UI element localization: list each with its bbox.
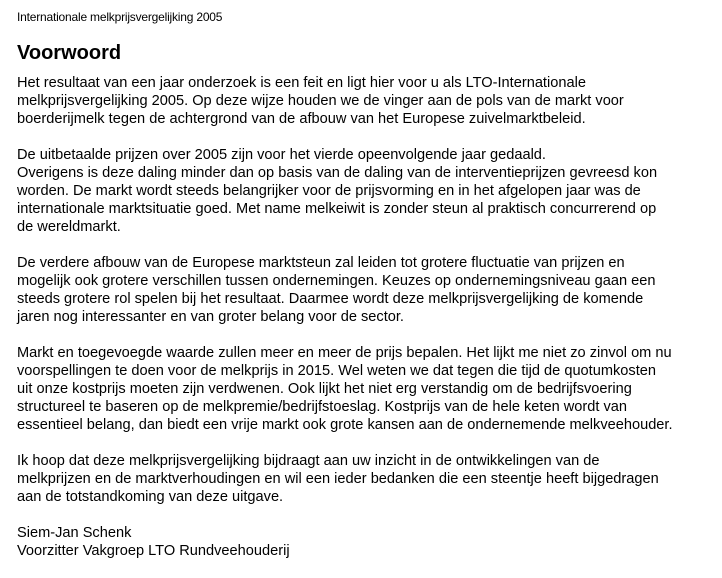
signature-name: Siem-Jan Schenk (17, 525, 132, 541)
signature-block (17, 524, 717, 560)
text-line: melkprijzen en de marktverhoudingen en wil een ieder bedanken die een steentje heeft bijgedragen (17, 471, 659, 487)
text-line: essentieel belang, dan biedt een vrije markt ook grote kansen aan de ondernemende melkveehouder. (17, 417, 673, 433)
paragraph-3 (17, 254, 717, 326)
text-line: aan de totstandkoming van deze uitgave. (17, 489, 284, 505)
document-body (17, 74, 717, 578)
text-line: jaren nog interessanter en van groter belang voor de sector. (17, 309, 404, 325)
text-line: structureel te baseren op de melkpremie/bedrijfstoeslag. Kostprijs van de hele keten wordt van (17, 399, 628, 415)
text-line: Ik hoop dat deze melkprijsvergelijking bijdraagt aan uw inzicht in de ontwikkelingen van de (17, 453, 600, 469)
paragraph-1 (17, 74, 717, 128)
text-line: internationale marktsituatie goed. Met name melkeiwit is zonder steun al praktisch concurrerend op (17, 201, 657, 217)
text-line: Markt en toegevoegde waarde zullen meer en meer de prijs bepalen. Het lijkt me niet zo zinvol om nu (17, 345, 672, 361)
running-header: Internationale melkprijsvergelijking 2005 (17, 10, 223, 24)
text-line: worden. De markt wordt steeds belangrijker voor de prijsvorming en in het afgelopen jaar was de (17, 183, 641, 199)
text-line: De verdere afbouw van de Europese marktsteun zal leiden tot grotere fluctuatie van prijzen en (17, 255, 625, 271)
text-line: mogelijk ook grotere verschillen tussen ondernemingen. Keuzes op ondernemingsniveau gaan een (17, 273, 656, 289)
signature-role: Voorzitter Vakgroep LTO Rundveehouderij (17, 543, 290, 559)
text-line: De uitbetaalde prijzen over 2005 zijn voor het vierde opeenvolgende jaar gedaald. (17, 147, 546, 163)
paragraph-2 (17, 146, 717, 236)
text-line: melkprijsvergelijking 2005. Op deze wijze houden we de vinger aan de pols van de markt voor (17, 93, 624, 109)
text-line: voorspellingen te doen voor de melkprijs in 2015. Wel weten we dat tegen die tijd de quotumkosten (17, 363, 657, 379)
paragraph-5 (17, 452, 717, 506)
text-line: steeds grotere rol spelen bij het resultaat. Daarmee wordt deze melkprijsvergelijking de komende (17, 291, 644, 307)
text-line: Het resultaat van een jaar onderzoek is een feit en ligt hier voor u als LTO-Internationale (17, 75, 586, 91)
paragraph-4 (17, 344, 717, 434)
page-title: Voorwoord (17, 42, 122, 64)
text-line: Overigens is deze daling minder dan op basis van de daling van de interventieprijzen gevreesd kon (17, 165, 658, 181)
text-line: boerderijmelk tegen de achtergrond van de afbouw van het Europese zuivelmarktbeleid. (17, 111, 586, 127)
text-line: de wereldmarkt. (17, 219, 121, 235)
text-line: uit onze kostprijs moeten zijn verdwenen. Ook lijkt het niet erg verstandig om de bedrijfsvoering (17, 381, 632, 397)
